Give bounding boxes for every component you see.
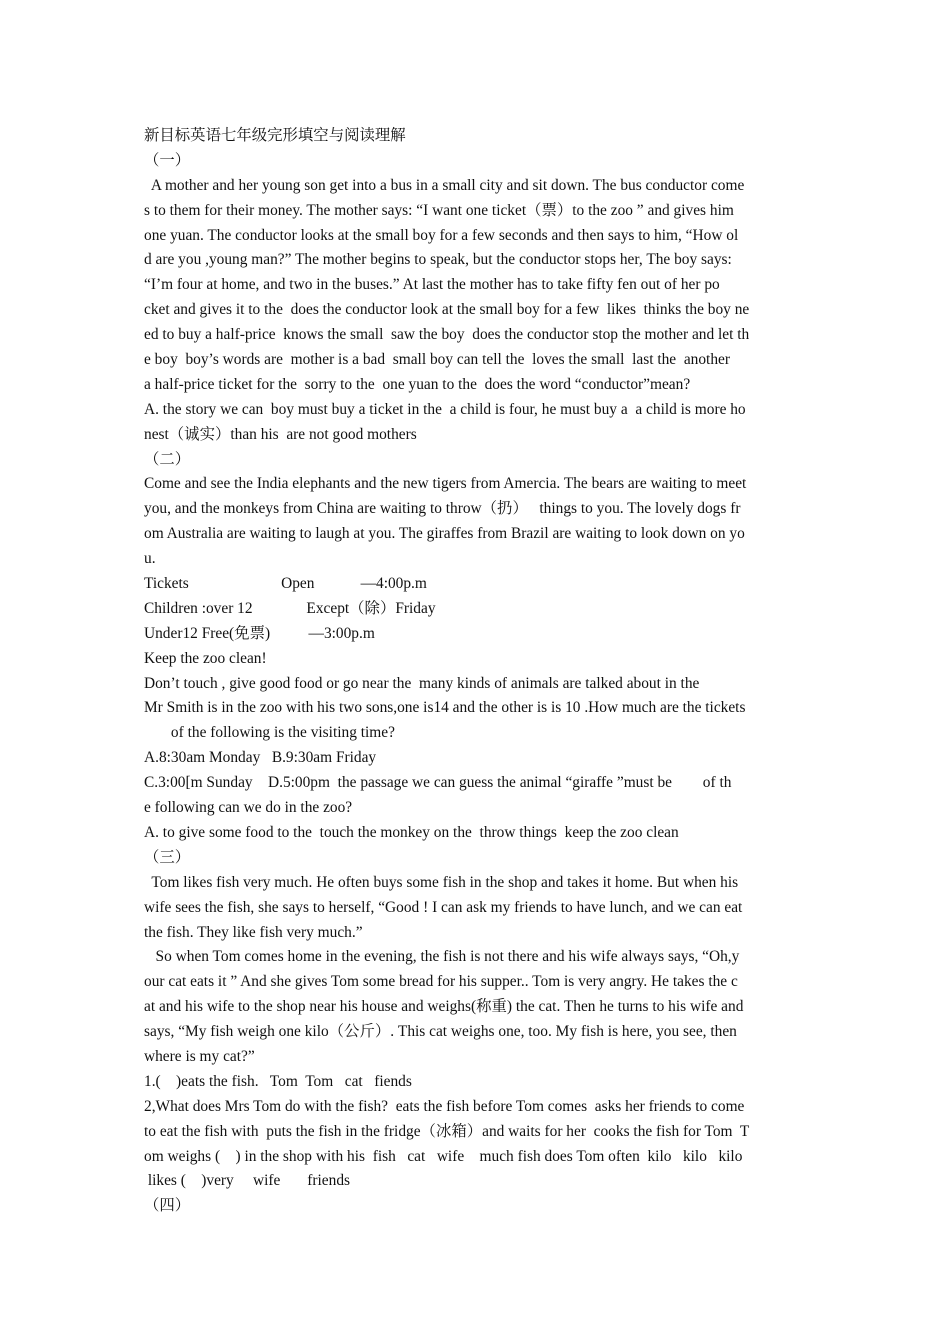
text-line: A.8:30am Monday B.9:30am Friday <box>144 749 377 767</box>
document-body <box>144 124 814 1219</box>
text-line: 2,What does Mrs Tom do with the fish? eats the fish before Tom comes asks her friends to come <box>144 1097 745 1115</box>
text-line: likes ( )very wife friends <box>144 1172 351 1190</box>
text-line: our cat eats it ” And she gives Tom some bread for his supper.. Tom is very angry. He takes the c <box>144 973 738 991</box>
text-line: 1.( )eats the fish. Tom Tom cat fiends <box>144 1072 412 1090</box>
text-line: says, “My fish weigh one kilo（公斤）. This cat weighs one, too. My fish is here, you see, then <box>144 1023 737 1041</box>
text-line: ed to buy a half-price knows the small saw the boy does the conductor stop the mother and let th <box>144 326 750 344</box>
text-line: at and his wife to the shop near his house and weighs(称重) the cat. Then he turns to his wife and <box>144 998 744 1016</box>
text-line: s to them for their money. The mother says: “I want one ticket（票）to the zoo ” and gives him <box>144 201 734 219</box>
text-line: you, and the monkeys from China are waiting to throw（扔） things to you. The lovely dogs fr <box>144 500 741 518</box>
text-line: a half-price ticket for the sorry to the one yuan to the does the word “conductor”mean? <box>144 375 691 393</box>
text-line: A. the story we can boy must buy a ticket in the a child is four, he must buy a a child is more ho <box>144 400 746 418</box>
text-line: （二） <box>144 450 191 468</box>
text-line: Tom likes fish very much. He often buys some fish in the shop and takes it home. But when his <box>144 873 739 891</box>
text-line: d are you ,young man?” The mother begins to speak, but the conductor stops her, The boy says: <box>144 251 732 269</box>
text-line: om Australia are waiting to laugh at you. The giraffes from Brazil are waiting to look down on yo <box>144 525 745 543</box>
text-line: Under12 Free(免票) —3:00p.m <box>144 624 375 642</box>
text-line: （四） <box>144 1197 191 1215</box>
text-line: u. <box>144 550 156 568</box>
text-line: Tickets Open —4:00p.m <box>144 575 427 593</box>
text-line: “I’m four at home, and two in the buses.” At last the mother has to take fifty fen out of her po <box>144 276 720 294</box>
text-line: e boy boy’s words are mother is a bad small boy can tell the loves the small last the another <box>144 351 730 369</box>
text-line: om weighs ( ) in the shop with his fish cat wife much fish does Tom often kilo kilo kilo <box>144 1147 743 1165</box>
text-line: to eat the fish with puts the fish in the fridge（冰箱）and waits for her cooks the fish for Tom T <box>144 1122 750 1140</box>
text-line: C.3:00[m Sunday D.5:00pm the passage we can guess the animal “giraffe ”must be of th <box>144 774 732 792</box>
text-line: one yuan. The conductor looks at the small boy for a few seconds and then says to him, “How ol <box>144 226 739 244</box>
text-line: Children :over 12 Except（除）Friday <box>144 599 436 617</box>
text-line: A. to give some food to the touch the monkey on the throw things keep the zoo clean <box>144 823 679 841</box>
text-line: the fish. They like fish very much.” <box>144 923 363 941</box>
text-line: cket and gives it to the does the conductor look at the small boy for a few likes thinks the boy ne <box>144 301 750 319</box>
text-line: Don’t touch , give good food or go near the many kinds of animals are talked about in the <box>144 674 700 692</box>
text-line: （三） <box>144 848 191 866</box>
text-line: So when Tom comes home in the evening, the fish is not there and his wife always says, “Oh,y <box>144 948 740 966</box>
document-title: 新目标英语七年级完形填空与阅读理解 <box>144 127 406 144</box>
text-line: wife sees the fish, she says to herself, “Good ! I can ask my friends to have lunch, and we can eat <box>144 898 743 916</box>
text-line: （一） <box>144 151 191 169</box>
text-line: Keep the zoo clean! <box>144 649 267 667</box>
text-line: of the following is the visiting time? <box>144 724 395 742</box>
text-line: nest（诚实）than his are not good mothers <box>144 425 417 443</box>
text-line: where is my cat?” <box>144 1047 255 1065</box>
text-line: e following can we do in the zoo? <box>144 799 353 817</box>
text-line: Mr Smith is in the zoo with his two sons,one is14 and the other is is 10 .How much are the tickets <box>144 699 746 717</box>
text-line: A mother and her young son get into a bus in a small city and sit down. The bus conductor come <box>144 176 745 194</box>
text-line: Come and see the India elephants and the new tigers from Amercia. The bears are waiting to meet <box>144 475 747 493</box>
